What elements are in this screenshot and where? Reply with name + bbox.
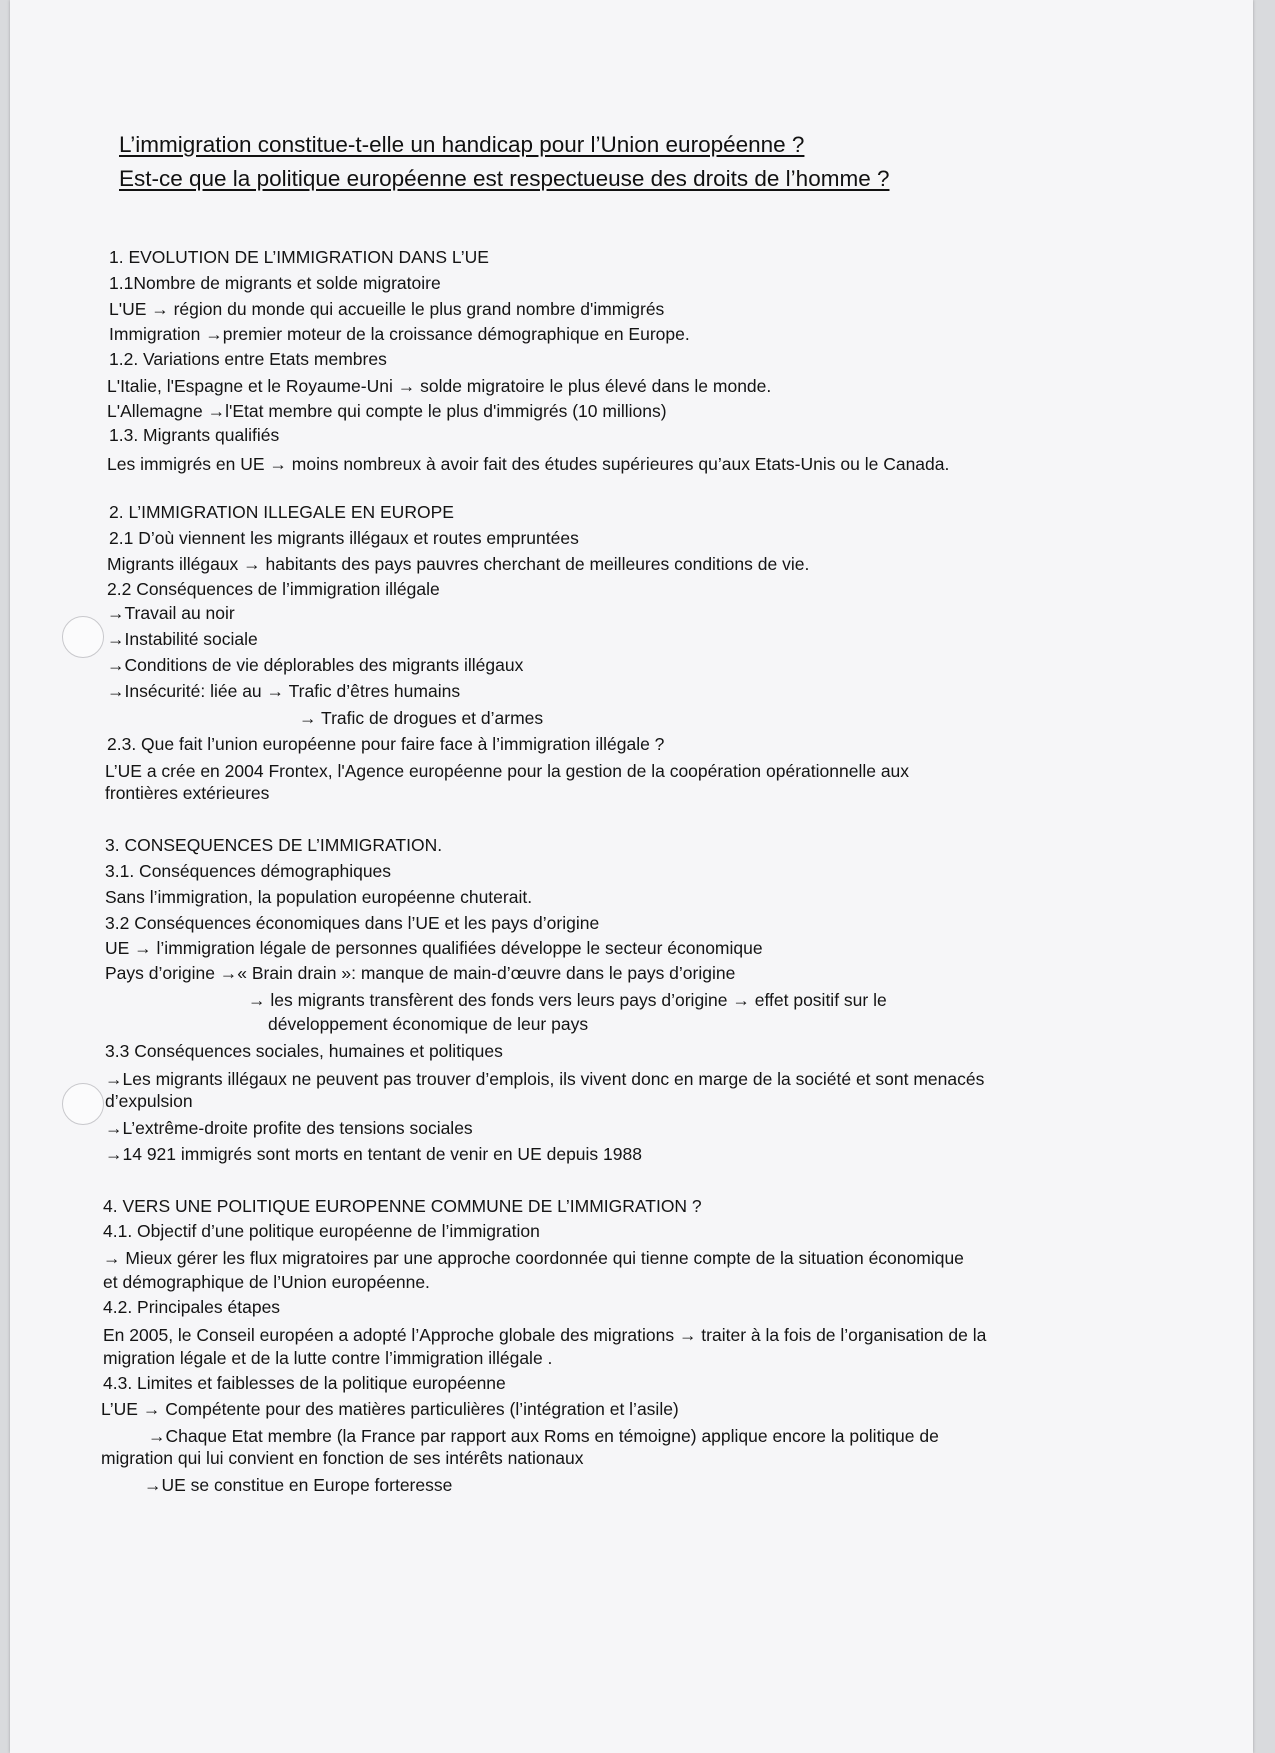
text-line: frontières extérieures — [105, 783, 270, 803]
text-line: migration qui lui convient en fonction de ses intérêts nationaux — [101, 1448, 584, 1468]
text-line: →Les migrants illégaux ne peuvent pas trouver d’emplois, ils vivent donc en marge de la société et sont menacés — [105, 1069, 985, 1089]
page-title — [119, 128, 889, 196]
list-item: →Travail au noir — [107, 603, 235, 623]
subheading-3-1: 3.1. Conséquences démographiques — [105, 861, 392, 881]
text-line: L'Allemagne →l'Etat membre qui compte le plus d'immigrés (10 millions) — [107, 401, 667, 421]
text-line: L'UE → région du monde qui accueille le plus grand nombre d'immigrés — [109, 299, 665, 319]
text-line: → les migrants transfèrent des fonds vers leurs pays d’origine → effet positif sur le — [248, 990, 887, 1010]
text-line: Migrants illégaux → habitants des pays pauvres cherchant de meilleures conditions de vie. — [107, 554, 810, 574]
subheading-2-3: 2.3. Que fait l’union européenne pour faire face à l’immigration illégale ? — [107, 734, 665, 754]
text-line: En 2005, le Conseil européen a adopté l’Approche globale des migrations → traiter à la fois de l’organisation de la — [103, 1325, 987, 1345]
text-line: UE → l’immigration légale de personnes qualifiées développe le secteur économique — [105, 938, 763, 958]
punch-hole-top — [62, 616, 104, 658]
text-line: →L’extrême-droite profite des tensions sociales — [105, 1118, 473, 1138]
text-line: Les immigrés en UE → moins nombreux à avoir fait des études supérieures qu’aux Etats-Unis ou le Canada. — [107, 454, 950, 474]
subheading-3-3: 3.3 Conséquences sociales, humaines et politiques — [105, 1041, 503, 1061]
text-line: L'Italie, l'Espagne et le Royaume-Uni → solde migratoire le plus élevé dans le monde. — [107, 376, 772, 396]
document-page — [10, 0, 1253, 1753]
text-line: et démographique de l’Union européenne. — [103, 1272, 430, 1292]
text-line: d’expulsion — [105, 1091, 193, 1111]
text-line: développement économique de leur pays — [268, 1014, 589, 1034]
text-line: Sans l’immigration, la population européenne chuterait. — [105, 887, 533, 907]
subheading-4-1: 4.1. Objectif d’une politique européenne de l’immigration — [103, 1221, 540, 1241]
section-heading-2: 2. L’IMMIGRATION ILLEGALE EN EUROPE — [109, 502, 454, 522]
text-line: Immigration →premier moteur de la croissance démographique en Europe. — [109, 324, 690, 344]
section-heading-3: 3. CONSEQUENCES DE L’IMMIGRATION. — [105, 835, 443, 855]
subheading-1-1: 1.1Nombre de migrants et solde migratoire — [109, 273, 441, 293]
subheading-1-3: 1.3. Migrants qualifiés — [109, 425, 280, 445]
text-line: → Mieux gérer les flux migratoires par une approche coordonnée qui tienne compte de la situation économique — [103, 1248, 964, 1268]
subheading-4-2: 4.2. Principales étapes — [103, 1297, 281, 1317]
text-line: migration légale et de la lutte contre l’immigration illégale . — [103, 1348, 553, 1368]
title-line-1: L’immigration constitue-t-elle un handicap pour l’Union européenne ? — [119, 132, 805, 157]
subheading-4-3: 4.3. Limites et faiblesses de la politique européenne — [103, 1373, 506, 1393]
list-item: →Conditions de vie déplorables des migrants illégaux — [107, 655, 524, 675]
title-line-2: Est-ce que la politique européenne est respectueuse des droits de l’homme ? — [119, 166, 890, 191]
text-line: →UE se constitue en Europe forteresse — [144, 1475, 453, 1495]
text-line: L’UE a crée en 2004 Frontex, l'Agence européenne pour la gestion de la coopération opérationnelle aux — [105, 761, 910, 781]
text-line: Pays d’origine →« Brain drain »: manque de main-d’œuvre dans le pays d’origine — [105, 963, 736, 983]
list-item: → Trafic de drogues et d’armes — [299, 708, 544, 728]
subheading-2-2: 2.2 Conséquences de l’immigration illégale — [107, 579, 440, 599]
punch-hole-bottom — [62, 1083, 104, 1125]
subheading-1-2: 1.2. Variations entre Etats membres — [109, 349, 387, 369]
text-line: L’UE → Compétente pour des matières particulières (l’intégration et l’asile) — [101, 1399, 679, 1419]
subheading-2-1: 2.1 D’où viennent les migrants illégaux et routes empruntées — [109, 528, 579, 548]
text-line: →Chaque Etat membre (la France par rapport aux Roms en témoigne) applique encore la politique de — [148, 1426, 939, 1446]
list-item: →Insécurité: liée au → Trafic d’êtres humains — [107, 681, 461, 701]
section-heading-4: 4. VERS UNE POLITIQUE EUROPENNE COMMUNE DE L’IMMIGRATION ? — [103, 1196, 702, 1216]
list-item: →Instabilité sociale — [107, 629, 258, 649]
text-line: →14 921 immigrés sont morts en tentant de venir en UE depuis 1988 — [105, 1144, 642, 1164]
subheading-3-2: 3.2 Conséquences économiques dans l’UE et les pays d’origine — [105, 913, 600, 933]
section-heading-1: 1. EVOLUTION DE L’IMMIGRATION DANS L’UE — [109, 247, 489, 267]
